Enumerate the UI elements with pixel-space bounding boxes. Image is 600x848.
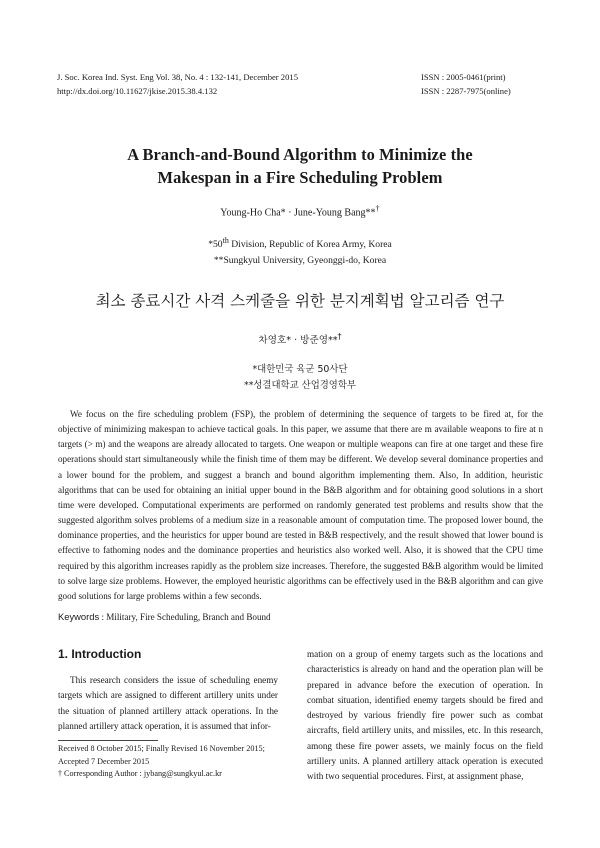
corresponding-mark: † [375, 204, 380, 213]
introduction-right-column: mation on a group of enemy targets such as the locations and characteristics is already on hand and the operation plan will be prepared in advance before the execution of operation. In combat situation, identified enemy targets should be fired and destroyed by various friendly fire power such as combat aircrafts, field artillery units, and missiles, etc. In this research, among these fire power assets, we mainly focus on the field artillery units. A planned artillery attack operation is executed with two sequential procedures. First, at assignment phase, [307, 649, 543, 782]
corresponding-author [58, 768, 288, 781]
issn-block [421, 70, 551, 98]
korean-title: 최소 종료시간 사격 스케줄을 위한 분지계획법 알고리즘 연구 [95, 292, 505, 310]
footnotes [58, 743, 288, 781]
accepted-date: Accepted 7 December 2015 [58, 756, 150, 766]
issn-print: ISSN : 2005-0461(print) [421, 72, 506, 82]
introduction-left-column: This research considers the issue of scheduling enemy targets which are assigned to different artillery units under the situation of planned artillery attack operations. In the planned artillery attack operation, it is assumed that infor- [58, 675, 278, 731]
korean-affiliations [0, 362, 600, 394]
received-dates: Received 8 October 2015; Finally Revised 16 November 2015; [58, 744, 265, 753]
keywords-text: Military, Fire Scheduling, Branch and Bound [106, 612, 271, 622]
section-heading-introduction: 1. Introduction [58, 647, 142, 661]
keywords [58, 611, 543, 622]
issn-online: ISSN : 2287-7975(online) [421, 86, 511, 96]
english-title [0, 143, 600, 189]
author-2: June-Young Bang** [294, 207, 376, 219]
english-title-line-2: Makespan in a Fire Scheduling Problem [157, 168, 443, 187]
author-1: Young-Ho Cha* [220, 207, 286, 219]
korean-authors [0, 332, 600, 346]
corresponding-author-text: Corresponding Author : jybang@sungkyul.ac.kr [62, 769, 222, 778]
affiliation-1 [0, 233, 600, 253]
journal-citation: J. Soc. Korea Ind. Syst. Eng Vol. 38, No. 4 : 132-141, December 2015 [57, 72, 298, 82]
english-title-line-1: A Branch-and-Bound Algorithm to Minimize the [127, 145, 473, 164]
affiliation-1-prefix: *50 [208, 239, 223, 251]
keywords-label: Keywords [58, 611, 100, 622]
footnote-divider [58, 740, 158, 741]
affiliation-2: **Sungkyul University, Gyeonggi-do, Korea [213, 255, 387, 267]
affiliation-1-rest: Division, Republic of Korea Army, Korea [228, 239, 392, 251]
abstract: We focus on the fire scheduling problem (FSP), the problem of determining the sequence of targets to be fired at, for the objective of minimizing makespan to achieve tactical goals. In this paper, we assume that there are m available weapons to fire at n targets (> m) and the weapons are already allocated to targets. One weapon or multiple weapons can fire at one target and these fire operations should start simultaneously while the finish time of them may be different. We develop several dominance properties and a lower bound for the problem, and suggest a branch and bound algorithm implementing them. Also, In addition, heuristic algorithms that can be used for obtaining an initial upper bound in the B&B algorithm and for obtaining good solutions in a short time were developed. Computational experiments are performed on randomly generated test problems and results show that the suggested algorithm solves problems of a medium size in a reasonable amount of computation time. The proposed lower bound, the dominance properties, and the heuristics for upper bound are tested in B&B respectively, and the result showed that lower bound is effective to fathoming nodes and the dominance properties and heuristics also worked well. Also, it is showed that the CPU time required by this algorithm increases rapidly as the problem size increases. Therefore, the suggested B&B algorithm would be limited to solve large size problems. However, the employed heuristic algorithms can be effectively used in the B&B algorithm and can give good solutions for large problems within a few seconds. [58, 409, 543, 601]
journal-header [57, 70, 298, 98]
korean-affiliation-2: **성결대학교 산업경영학부 [244, 380, 356, 391]
doi-link[interactable]: http://dx.doi.org/10.11627/jkise.2015.38.4.132 [57, 86, 218, 96]
english-authors [0, 204, 600, 218]
author-separator: · [285, 207, 295, 219]
dagger-mark: † [58, 769, 62, 778]
keywords-separator: : [99, 612, 107, 622]
korean-affiliation-1: *대한민국 육군 50사단 [252, 364, 348, 375]
affiliation-1-superscript: th [222, 236, 229, 245]
korean-author-names: 차영호* · 방준영** [258, 335, 338, 347]
korean-corresponding-mark: † [337, 332, 342, 341]
english-affiliations [0, 233, 600, 269]
